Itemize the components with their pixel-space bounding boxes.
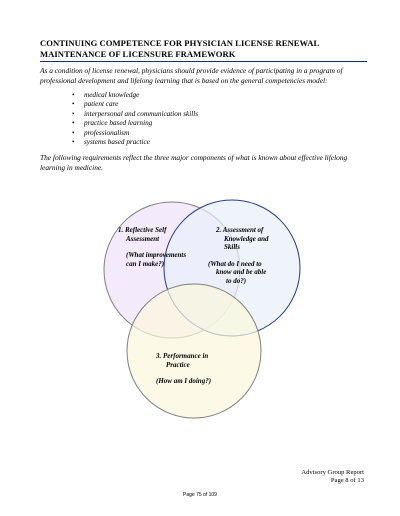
circle3-title-line: Practice (166, 360, 190, 369)
circle2-question-line: know and be able (216, 268, 267, 277)
bullet-icon: • (72, 91, 75, 99)
circle2-label (208, 226, 269, 286)
competency-label: medical knowledge (84, 91, 140, 99)
venn-circle-performance-in-practice (127, 284, 261, 418)
circle3-title-line: 3. Performance in (156, 352, 209, 360)
bullet-icon: • (72, 100, 75, 109)
circle2-title-line: Skills (224, 243, 240, 252)
circle2-title-line: 2. Assessment of (216, 226, 264, 234)
circle1-title-line: Assessment (126, 234, 160, 243)
bullet-icon: • (72, 138, 75, 147)
circle2-question-line: (What do I need to (208, 259, 262, 268)
document-page-number: Page 75 of 109 (183, 492, 217, 498)
competency-label: professionalism (84, 128, 130, 137)
requirements-paragraph: The following requirements reflect the three major components of what is known about effective lifelong learning in medicine. (40, 153, 348, 172)
circle1-question-line: can I make?) (126, 259, 165, 268)
competency-label: practice based learning (84, 119, 153, 128)
circle2-title-line: Knowledge and (224, 234, 269, 243)
footer-report (301, 469, 364, 486)
circle1-label (118, 226, 186, 268)
competency-label: patient care (84, 100, 119, 109)
bullet-icon: • (72, 119, 75, 128)
report-page-number: Page 8 of 13 (330, 477, 364, 485)
bullet-icon: • (72, 109, 75, 118)
circle2-question-line: to do?) (226, 276, 247, 285)
intro-paragraph: As a condition of license renewal, physicians should provide evidence of participating in a program of professional development and lifelong learning that is based on the general competencies model: (40, 66, 343, 85)
circle1-title-line: 1. Reflective Self (118, 226, 167, 234)
competency-label: systems based practice (84, 138, 150, 147)
circle3-label (156, 352, 211, 386)
circle1-question-line: (What improvements (126, 251, 187, 260)
report-title: Advisory Group Report (301, 469, 364, 476)
competency-label: interpersonal and communication skills (84, 109, 198, 118)
document-heading: CONTINUING COMPETENCE FOR PHYSICIAN LICENSE RENEWAL MAINTENANCE OF LICENSURE FRAMEWORK (40, 38, 319, 59)
bullet-icon: • (72, 128, 75, 137)
circle3-question-line: (How am I doing?) (156, 377, 212, 386)
